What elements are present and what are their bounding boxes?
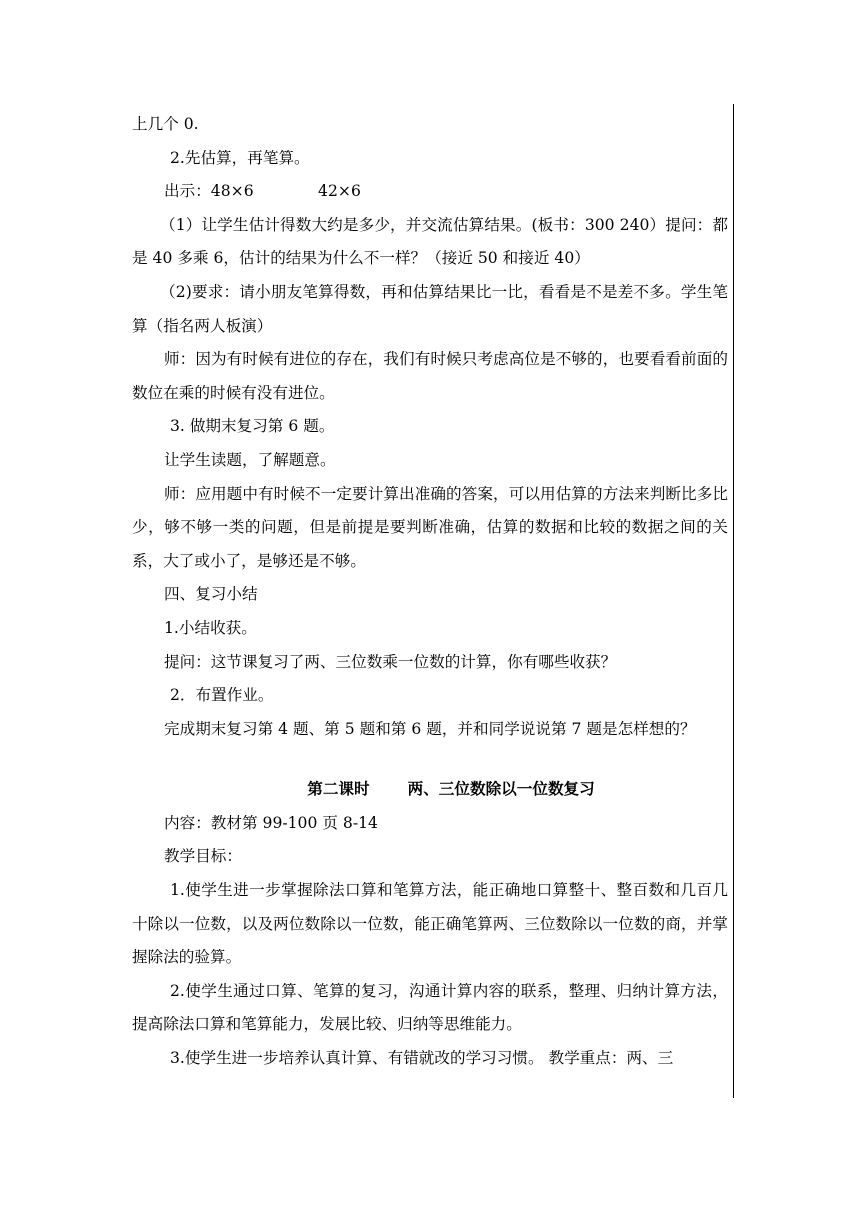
paragraph-objectives-heading: 教学目标： [164,847,242,866]
paragraph-estimate-step-2: （2)要求：请小朋友笔算得数，再和估算结果比一比，看看是不是差不多。学生笔算（指名两人板演） [132,282,728,335]
paragraph-teacher-estimate: 师：应用题中有时候不一定要计算出准确的答案，可以用估算的方法来判断比多比少，够不够一类的问题，但是前提是要判断准确，估算的数据和比较的数据之间的关系，大了或小了，是够还是不够。 [132,484,728,570]
paragraph-item-2: 2.先估算，再笔算。 [170,148,310,167]
paragraph-item-3: 3. 做期末复习第 6 题。 [170,417,335,436]
paragraph-objective-3: 3.使学生进一步培养认真计算、有错就改的学习习惯。 教学重点：两、三 [170,1049,674,1068]
page-margin-rule [733,104,734,1098]
paragraph-objective-1: 1.使学生进一步掌握除法口算和笔算方法，能正确地口算整十、整百数和几百几十除以一位数，以及两位数除以一位数，能正确笔算两、三位数除以一位数的商，并掌握除法的验算。 [132,881,728,967]
section-gap [132,746,728,773]
paragraph-teacher-carry: 师：因为有时候有进位的存在，我们有时候只考虑高位是不够的，也要看看前面的数位在乘的时候有没有进位。 [132,350,728,402]
paragraph-content: 内容：教材第 99-100 页 8-14 [164,813,378,832]
document-body [132,108,728,1076]
paragraph-review-summary-heading: 四、复习小结 [164,585,258,604]
paragraph-summary-gains: 1.小结收获。 [164,618,257,637]
paragraph-homework: 2．布置作业。 [170,686,274,705]
paragraph-objective-2: 2.使学生通过口算、笔算的复习，沟通计算内容的联系，整理、归纳计算方法，提高除法口算和笔算能力，发展比较、归纳等思维能力。 [132,981,728,1034]
paragraph-estimate-step-1: （1）让学生估计得数大约是多少，并交流估算结果。(板书：300 240）提问：都是 40 多乘 6，估计的结果为什么不一样？（接近 50 和接近 40） [132,215,728,268]
paragraph-read-question: 让学生读题，了解题意。 [164,450,336,469]
paragraph-show-expressions: 出示：48×6 42×6 [164,182,361,201]
section-heading: 第二课时 两、三位数除以一位数复习 [307,780,595,799]
paragraph-homework-detail: 完成期末复习第 4 题、第 5 题和第 6 题，并和同学说说第 7 题是怎样想的？ [164,719,696,738]
paragraph-continuation: 上几个 0. [132,115,199,133]
paragraph-question: 提问：这节课复习了两、三位数乘一位数的计算，你有哪些收获？ [164,652,617,671]
